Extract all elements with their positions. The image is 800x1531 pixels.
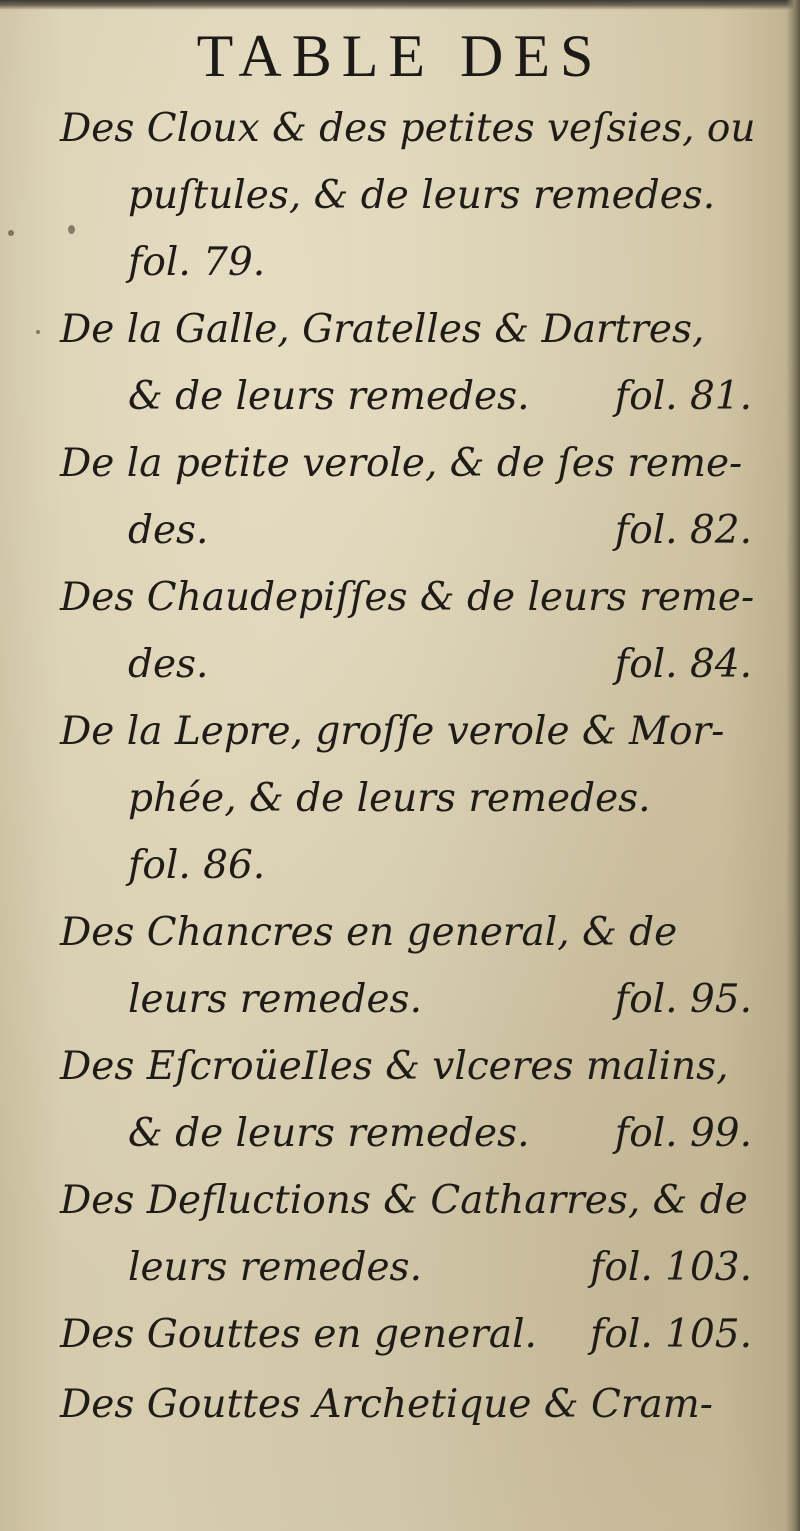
entry-line: [60, 1033, 760, 1100]
entry-line: [60, 95, 760, 162]
entry-text: Des Chancres en general, & de: [60, 910, 678, 955]
entry-text: De la petite verole, & de ſes reme-: [60, 441, 743, 486]
ink-spot: [36, 330, 40, 334]
entry-line: [60, 1167, 760, 1234]
entry-line: [60, 162, 760, 229]
entry-text: De la Lepre, groſſe verole & Mor-: [60, 709, 725, 754]
ink-spot: [8, 230, 14, 236]
entry-text: leurs remedes.: [128, 1245, 422, 1290]
folio-reference: fol. 86.: [128, 843, 266, 888]
entry-text: Des EſcroüeIles & vlceres malins,: [60, 1044, 729, 1089]
entry-text: puſtules, & de leurs remedes.: [128, 173, 716, 218]
folio-reference: fol. 105.: [589, 1312, 752, 1357]
entry-text: leurs remedes.: [128, 977, 422, 1022]
entry-line: [60, 296, 760, 363]
entry-text: Des Cloux & des petites veſsies, ou: [60, 106, 756, 151]
entry-line: [60, 631, 760, 698]
entry-line: [60, 564, 760, 631]
folio-reference: fol. 95.: [614, 977, 752, 1022]
entry-line: [60, 363, 760, 430]
page-top-edge: [0, 0, 800, 10]
folio-reference: fol. 103.: [589, 1245, 752, 1290]
entry-text: & de leurs remedes.: [128, 1111, 530, 1156]
folio-reference: fol. 84.: [614, 642, 752, 687]
entry-line: [60, 229, 760, 296]
entry-line: [60, 832, 760, 899]
folio-reference: fol. 82.: [614, 508, 752, 553]
catchword: Des Gouttes Archetique & Cram-: [60, 1382, 713, 1427]
entry-text: phée, & de leurs remedes.: [128, 776, 651, 821]
entry-line: [60, 966, 760, 1033]
entry-text: des.: [128, 508, 209, 553]
entry-line: [60, 497, 760, 564]
entry-line: [60, 698, 760, 765]
running-head: TABLE DES: [196, 23, 604, 89]
entry-text: Des Gouttes en general.: [60, 1312, 537, 1357]
folio-reference: fol. 79.: [128, 240, 266, 285]
table-of-contents: [60, 95, 760, 1368]
page-gutter-shadow: [786, 0, 800, 1531]
folio-reference: fol. 99.: [614, 1111, 752, 1156]
entry-line: [60, 1301, 760, 1368]
entry-text: & de leurs remedes.: [128, 374, 530, 419]
entry-line: [60, 430, 760, 497]
entry-text: Des Chaudepiſſes & de leurs reme-: [60, 575, 755, 620]
entry-text: des.: [128, 642, 209, 687]
entry-text: Des Defluctions & Catharres, & de: [60, 1178, 748, 1223]
entry-text: De la Galle, Gratelles & Dartres,: [60, 307, 705, 352]
entry-line: [60, 899, 760, 966]
entry-line: [60, 1234, 760, 1301]
entry-line: [60, 1100, 760, 1167]
entry-line: [60, 765, 760, 832]
folio-reference: fol. 81.: [614, 374, 752, 419]
